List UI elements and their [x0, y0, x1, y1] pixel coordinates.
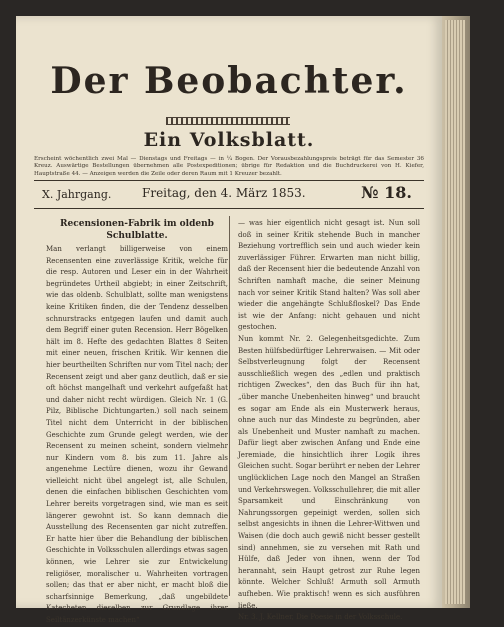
- page-stack-edge: [445, 20, 465, 604]
- volume-label: X. Jahrgang.: [42, 188, 112, 201]
- newspaper-page: [16, 16, 442, 624]
- article-column-left: [46, 218, 228, 627]
- subscription-notice: Erscheint wöchentlich zwei Mal — Dienstags und Freitags — in ¼ Bogen. Der Vorausbezahlungspreis beträgt für das Semester 36 Kreuz. Auswärtige Bestellungen übernehmen alle Postexpeditionen; übrige für Redaktion und die Buchdruckerei von H. Kiefer, Hauptstraße 44. — Anzeigen werden die Zeile oder deren Raum mit 1 Kreuzer bezahlt.: [34, 156, 424, 177]
- article-body-right-3: Nr. 3. J. Kellner, Die Poesie in der Volksschule.: [238, 613, 403, 622]
- title-ornament: [166, 117, 290, 125]
- issue-info-row: [34, 182, 424, 208]
- header-rule-bottom: [34, 208, 424, 209]
- article-body-right-1: — was hier eigentlich nicht gesagt ist. Nun soll doß in seiner Kritik stehende Buch in mancher Beziehung vortrefflich sein und auch wieder kein zuverlässiger Führer. Erwarten man nicht billig, daß der Recensent hier die bedeutende Anzahl von Schriften namhaft mache, die seiner Meinung nach vor seiner Kritik Stand halten? Was soll aber wieder die angehängte Schlußfloskel? Das Ende ist wie der Anfang: nicht gehauen und nicht gestochen.: [238, 219, 420, 332]
- issue-number: № 18.: [361, 183, 412, 202]
- header-rule-top: [34, 180, 424, 181]
- newspaper-subtitle: Ein Volksblatt.: [143, 129, 315, 151]
- issue-date: Freitag, den 4. März 1853.: [142, 186, 306, 200]
- article-column-right: [238, 218, 420, 624]
- column-divider: [229, 216, 230, 596]
- article-body-right-2: Nun kommt Nr. 2. Gelegenheitsgedichte. Zum Besten hülfsbedürftiger Lehrerwaisen. — Mit oder Selbstverleugnung folgt der Recensent ausschließlich wegen des „edlen und praktisch richtigen Zweckes“, den das Buch für ihn hat, „über manche Unebenheiten hinweg“ und braucht es sogar am Ende als ein Musterwerk heraus, ohne auch nur das Mindeste zu begründen, aber als Unebenheit und Muster namhaft zu machen. Dafür liegt aber zwischen Anfang und Ende eine Jeremiade, die hinsichtlich ihrer Logik ihres Gleichen sucht. Sogar berührt er neben der Lehrer unglücklichen Lage noch den Mangel an Straßen und Verkehrswegen. Volksschullehrer, die mit aller Sparsamkeit und Einschränkung von Nahrungssorgen gepeinigt werden, sollen sich selbst angesichts in ihnen die Lehrer-Wittwen und Waisen (die doch auch gewiß nicht besser gestellt sind) annehmen, sie zu versehen mit Rath und Hülfe, daß Jeder von ihnen, wenn der Tod herannaht, sein Haupt getrost zur Ruhe legen könnte. Welcher Schluß! Armuth soll Armuth aufheben. Wie praktisch! wenn es sich ausführen ließe.: [238, 334, 420, 610]
- article-body-left: Man verlangt billigerweise von einem Recensenten eine zuverlässige Kritik, welche für die resp. Autoren und Leser ein in der Wahrheit begründetes Urtheil abgiebt; in einer Zeitschrift, wie das oldenb. Schulblatt, sollte man wenigstens keine Kritiken finden, die der Tendenz desselben schnurstracks entgegen laufen und damit auch dem Begriff einer guten Recension. Herr Bögelken hält im 8. Hefte des gedachten Blattes 8 Seiten mit einer neuen, frischen Kritik. Wir kennen die hier beurtheilten Schriften nur vom Titel nach; der Recensent zeigt und aber ganz deutlich, daß er sie oft höchst mangelhaft und verkehrt aufgefaßt hat und daher nicht recht würdigen. Gleich Nr. 1 (G. Pilz, Biblische Dichtungarten.) soll nach seinem Titel nicht dem Unterricht in der biblischen Geschichte zum Grunde gelegt werden, wie der Recensent zu meinen scheint, sondern vielmehr nur Kindern vom 8. bis zum 11. Jahre als angenehme Lectüre dienen, wozu ihr Gewand vielleicht nicht übel angelegt ist, alle Schulen, denen die einfachen biblischen Geschichten vom Lehrer bereits vorgetragen sind, wie man es seit längerer gewohnt ist. So kann demnach die Ausstellung des Recensenten gar nicht zutreffen. Er hatte hier über die Behandlung der biblischen Geschichte in Volksschulen allerdings etwas sagen können, wie Lehrer sie zur Entwickelung religiöser, moralischer u. Wahrheiten vortragen sollen; das that er aber nicht, er macht bloß die scharfsinnige Bemerkung, „daß ungebildete Katecheten dieselben zur Grundlage ihrer Seiltänzerkünste machen“: [46, 245, 228, 624]
- newspaper-title: Der Beobachter.: [50, 60, 408, 102]
- article-headline: Recensionen-Fabrik im oldenb Schulblatte.: [60, 219, 214, 241]
